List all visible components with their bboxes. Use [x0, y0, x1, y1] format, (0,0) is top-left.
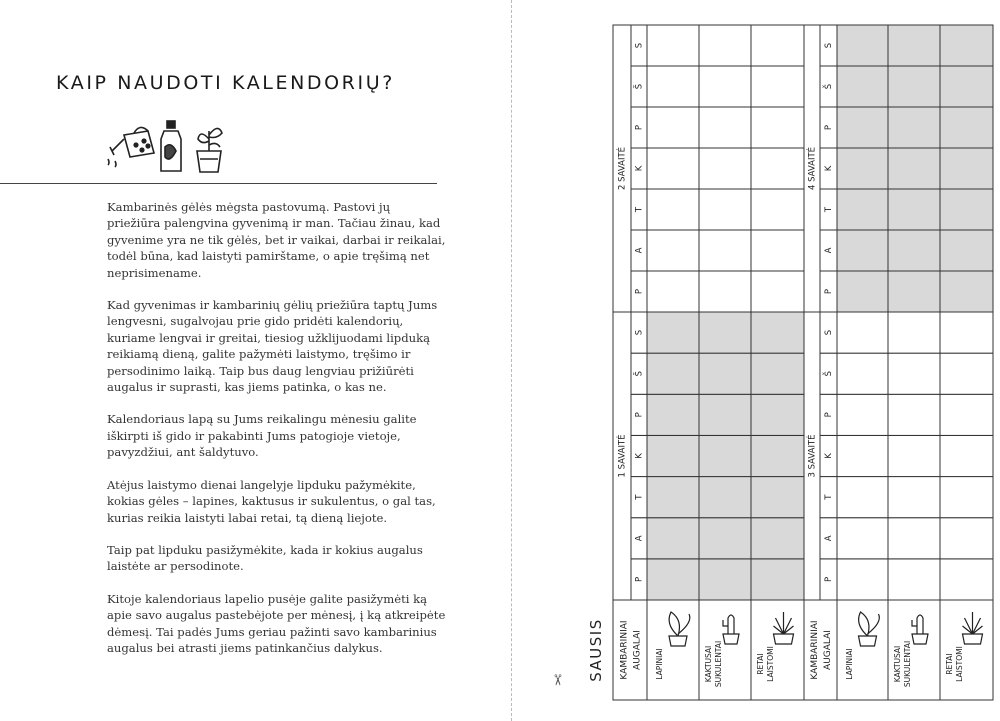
header-label: AUGALAI: [823, 630, 833, 670]
calendar-cell: [647, 394, 699, 435]
calendar-cell: [940, 189, 993, 230]
calendar-cell: [751, 230, 804, 271]
calendar-cell: [837, 189, 888, 230]
calendar-cell: [837, 312, 888, 353]
calendar-cell: [888, 353, 940, 394]
calendar-cell: [751, 394, 804, 435]
day-label: T: [824, 206, 834, 213]
day-label: P: [634, 124, 645, 131]
calendar-cell: [837, 271, 888, 312]
day-label: K: [824, 453, 834, 459]
category-cell: [940, 600, 993, 700]
calendar-cell: [751, 435, 804, 476]
day-label: K: [824, 165, 834, 172]
category-label: LAISTOMI: [766, 646, 775, 682]
day-label: Š: [824, 83, 834, 90]
calendar-cell: [940, 148, 993, 189]
day-label: K: [634, 165, 645, 172]
calendar-cell: [837, 66, 888, 107]
calendar-cell: [940, 271, 993, 312]
calendar-cell: [888, 312, 940, 353]
category-label: KAKTUSAI: [704, 645, 713, 683]
day-label: Š: [634, 83, 645, 90]
calendar-cell: [751, 271, 804, 312]
calendar-cell: [888, 230, 940, 271]
category-label: LAISTOMI: [955, 646, 964, 682]
calendar-cell: [837, 25, 888, 66]
calendar-cell: [699, 559, 751, 600]
calendar-cell: [699, 25, 751, 66]
category-label: SUKULENTAI: [903, 640, 912, 688]
calendar-cell: [699, 271, 751, 312]
calendar-cell: [647, 559, 699, 600]
calendar-cell: [888, 477, 940, 518]
week-label: 1 SAVAITĖ: [617, 434, 628, 478]
day-label: T: [634, 494, 645, 500]
calendar-cell: [751, 477, 804, 518]
day-label: P: [824, 576, 834, 582]
day-label: S: [824, 329, 834, 336]
week-label: 3 SAVAITĖ: [807, 434, 818, 478]
calendar-cell: [699, 107, 751, 148]
month-label: SAUSIS: [587, 618, 605, 682]
day-label: P: [824, 124, 834, 131]
day-label: P: [824, 288, 834, 295]
day-label: P: [634, 412, 645, 418]
calendar-cell: [837, 435, 888, 476]
paragraph-4: Atėjus laistymo dienai langelyje lipduku pažymėkite, kokias gėles – lapines, kaktusus ir sukulentus, o gal tas, kurias reikia laistyti labai retai, tą dieną liejote.: [107, 477, 436, 525]
calendar-cell: [751, 25, 804, 66]
calendar-cell: [940, 559, 993, 600]
calendar-cell: [940, 66, 993, 107]
category-cell: [751, 600, 804, 700]
calendar-cell: [647, 353, 699, 394]
calendar-cell: [751, 312, 804, 353]
day-label: P: [634, 576, 645, 582]
calendar-cell: [888, 66, 940, 107]
calendar-cell: [837, 353, 888, 394]
calendar-cell: [940, 353, 993, 394]
calendar-cell: [751, 189, 804, 230]
scissors-icon: ✂: [548, 673, 567, 687]
calendar-cell: [699, 394, 751, 435]
calendar-cell: [699, 518, 751, 559]
calendar-cell: [837, 230, 888, 271]
calendar-cell: [647, 435, 699, 476]
week-label: 4 SAVAITĖ: [807, 146, 818, 191]
day-label: A: [634, 247, 645, 254]
paragraph-5: Taip pat lipduku pasižymėkite, kada ir kokius augalus laistėte ar persodinote.: [107, 542, 423, 574]
calendar-cell: [940, 107, 993, 148]
calendar-cell: [699, 477, 751, 518]
category-label: LAPINIAI: [845, 648, 854, 680]
day-label: S: [824, 42, 834, 49]
calendar-cell: [888, 559, 940, 600]
category-label: RETAI: [756, 653, 765, 675]
calendar-cell: [699, 66, 751, 107]
calendar-cell: [699, 435, 751, 476]
header-label: KAMBARINIAI: [619, 620, 630, 680]
calendar-cell: [837, 148, 888, 189]
calendar-cell: [699, 353, 751, 394]
day-label: S: [634, 42, 645, 49]
calendar-cell: [699, 148, 751, 189]
category-label: RETAI: [945, 653, 954, 675]
calendar-cell: [647, 25, 699, 66]
day-label: A: [824, 535, 834, 542]
paragraph-6: Kitoje kalendoriaus lapelio pusėje galite pasižymėti ką apie savo augalus pastebėjote per mėnesį, į ką atkreipėte dėmesį. Tai padės Jums geriau pažinti savo kambarinius augalus bei atrasti jiems patinkančius dalykus.: [107, 591, 446, 655]
calendar-cell: [647, 148, 699, 189]
header-label: AUGALAI: [632, 630, 643, 670]
calendar-cell: [647, 230, 699, 271]
calendar-cell: [888, 518, 940, 559]
calendar-cell: [699, 230, 751, 271]
day-label: A: [634, 535, 645, 542]
calendar-cell: [751, 66, 804, 107]
calendar-cell: [888, 189, 940, 230]
header-label: KAMBARINIAI: [810, 620, 820, 680]
day-label: T: [824, 494, 834, 500]
calendar-cell: [751, 107, 804, 148]
calendar-cell: [751, 559, 804, 600]
day-label: S: [634, 329, 645, 336]
paragraph-3: Kalendoriaus lapą su Jums reikalingu mėnesiu galite iškirpti iš gido ir pakabinti Jums patogioje vietoje, pavyzdžiui, ant šaldytuvo.: [107, 412, 417, 460]
calendar-cell: [751, 353, 804, 394]
week-label: 2 SAVAITĖ: [617, 146, 628, 191]
calendar-cell: [837, 107, 888, 148]
paragraph-2: Kad gyvenimas ir kambarinių gėlių priežiūra taptų Jums lengvesni, sugalvojau prie gido pridėti kalendorių, kuriame lengvai ir greitai, tiesiog užklijuodami lipduką reikiamą dieną, galite pažymėti laistymo, tręšimo ir persodinimo laiką. Taip bus daug lengviau prižiūrėti augalus ir suprasti, kas jiems patinka, o kas ne.: [107, 298, 438, 395]
calendar-cell: [751, 148, 804, 189]
calendar-cell: [751, 518, 804, 559]
category-label: KAKTUSAI: [893, 645, 902, 683]
calendar-cell: [699, 312, 751, 353]
calendar-cell: [647, 66, 699, 107]
calendar-cell: [940, 312, 993, 353]
calendar-cell: [699, 189, 751, 230]
calendar-cell: [888, 271, 940, 312]
calendar-cell: [940, 394, 993, 435]
day-label: P: [634, 288, 645, 295]
calendar-cell: [647, 518, 699, 559]
calendar-cell: [940, 477, 993, 518]
category-label: LAPINIAI: [655, 648, 664, 680]
page-title: KAIP NAUDOTI KALENDORIŲ?: [56, 72, 395, 94]
calendar-cell: [837, 518, 888, 559]
calendar-cell: [647, 107, 699, 148]
calendar-cell: [837, 477, 888, 518]
calendar-cell: [888, 107, 940, 148]
day-label: Š: [824, 371, 834, 377]
day-label: A: [824, 247, 834, 254]
calendar-cell: [940, 435, 993, 476]
calendar-cell: [837, 559, 888, 600]
calendar-cell: [837, 394, 888, 435]
calendar-cell: [647, 477, 699, 518]
calendar-cell: [647, 271, 699, 312]
day-label: T: [634, 206, 645, 213]
calendar-cell: [647, 312, 699, 353]
calendar-cell: [940, 230, 993, 271]
calendar-cell: [888, 148, 940, 189]
day-label: P: [824, 412, 834, 418]
calendar-cell: [647, 189, 699, 230]
calendar-cell: [940, 518, 993, 559]
category-label: SUKULENTAI: [714, 640, 723, 688]
day-label: K: [634, 453, 645, 459]
day-label: Š: [634, 371, 645, 377]
calendar-cell: [888, 394, 940, 435]
calendar-cell: [888, 435, 940, 476]
calendar-cell: [888, 25, 940, 66]
paragraph-1: Kambarinės gėlės mėgsta pastovumą. Pastovi jų priežiūra palengvina gyvenimą ir man. Tačiau žinau, kad gyvenime yra ne tik gėlės, bet ir vaikai, darbai ir reikalai, todėl būna, kad laistyti pamirštame, o apie tręšimą net neprisimename.: [107, 200, 446, 280]
calendar-cell: [940, 25, 993, 66]
